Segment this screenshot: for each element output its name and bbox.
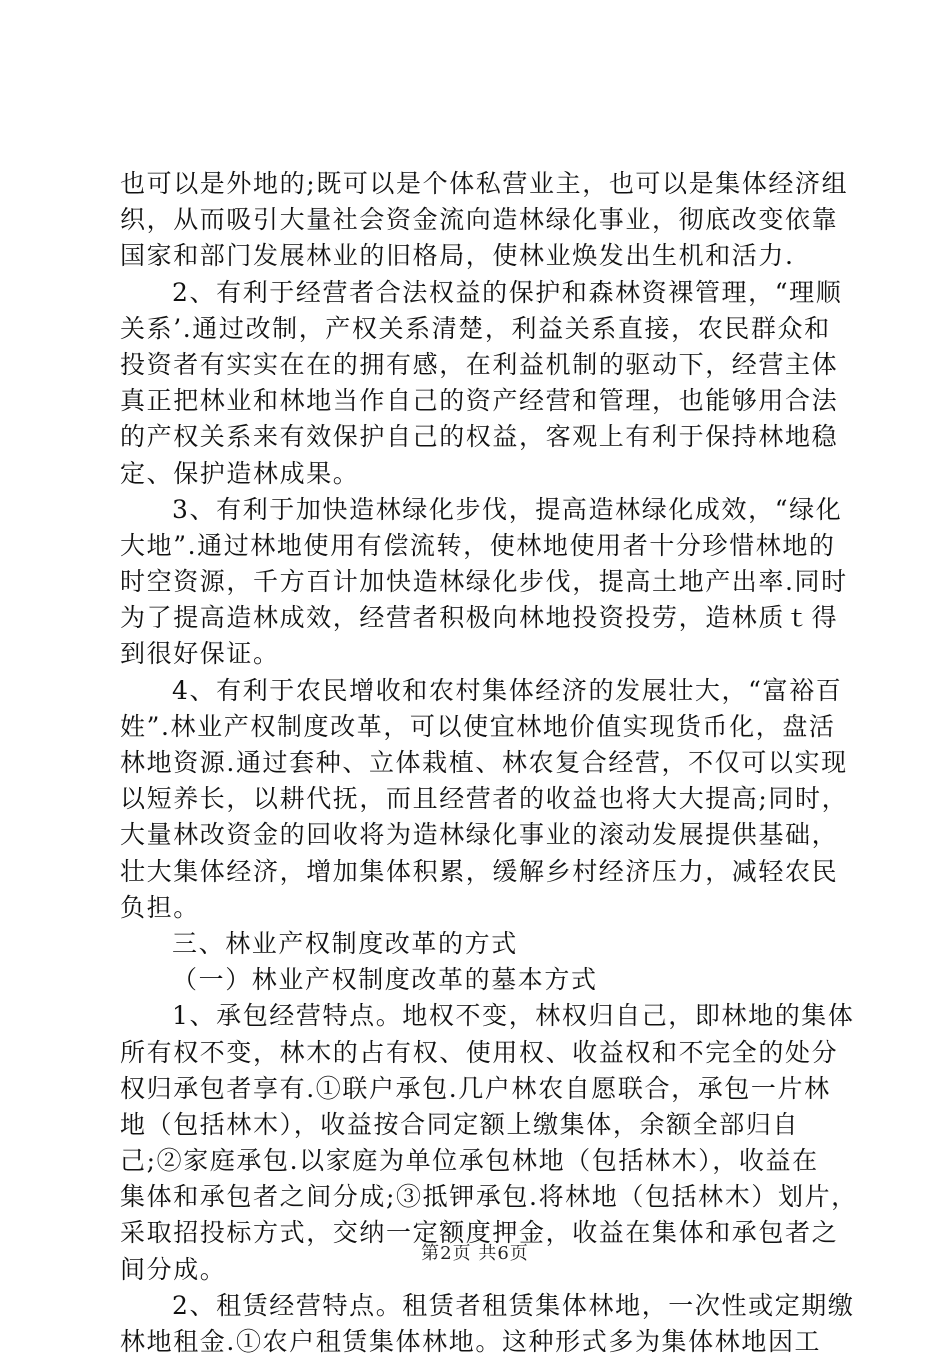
- text-line: 时空资源，千方百计加快造林绿化步伐，提高土地产出率.同时: [120, 567, 848, 597]
- text-line: 4、有利于农民增收和农村集体经济的发展壮大，“富裕百: [172, 675, 843, 705]
- text-line: 国家和部门发展林业的旧格局，使林业焕发出生机和活力.: [120, 241, 795, 271]
- text-line: 以短养长，以耕代抚，而且经营者的收益也将大大提高;同时，: [120, 784, 849, 814]
- text-line: 关系’.通过改制，产权关系清楚，利益关系直接，农民群众和: [120, 313, 831, 343]
- text-line: （一）林业产权制度改革的墓本方式: [172, 965, 598, 995]
- text-line: 到很好保证。: [120, 639, 280, 669]
- text-line: 三、林业产权制度改革的方式: [172, 928, 518, 958]
- text-line: 2、租赁经营特点。租赁者租赁集体林地，一次性或定期缴: [172, 1290, 855, 1320]
- text-line: 2、有利于经营者合法权益的保护和森林资裸管理，“理顺: [172, 277, 843, 307]
- text-line: 也可以是外地的;既可以是个体私营业主，也可以是集体经济组: [120, 169, 849, 198]
- text-line: 林地资源.通过套种、立体栽植、林农复合经营，不仅可以实现: [120, 748, 848, 777]
- text-line: 负担。: [120, 892, 200, 922]
- text-line: 林地租金.①农户租赁集体林地。这种形式多为集体林地因工: [120, 1327, 822, 1356]
- text-line: 真正把林业和林地当作自己的资产经营和管理，也能够用合法: [120, 386, 839, 416]
- text-line: 壮大集体经济，增加集体积累，缓解乡村经济压力，减轻农民: [120, 856, 839, 886]
- text-line: 间分成。: [120, 1254, 227, 1284]
- text-line: 所有权不变，林木的占有权、使用权、收益权和不完全的处分: [120, 1037, 839, 1067]
- text-line: 采取招投标方式，交纳一定额度押金，收益在集体和承包者之: [120, 1218, 839, 1248]
- document-body: [120, 166, 858, 1360]
- text-line: 的产权关系来有效保护自己的权益，客观上有利于保持林地稳: [120, 422, 839, 452]
- text-line: 投资者有实实在在的拥有感，在利益机制的驱动下，经营主体: [120, 349, 839, 379]
- text-line: 定、保护造林成果。: [120, 458, 360, 488]
- text-line: 己;②家庭承包.以家庭为单位承包林地（包括林木），收益在: [120, 1146, 819, 1176]
- text-line: 集体和承包者之间分成;③抵钾承包.将林地（包括林木）划片，: [120, 1182, 858, 1212]
- page-footer: 第2页 共6页: [421, 1243, 529, 1264]
- text-line: 权归承包者享有.①联户承包.几户林农自愿联合，承包一片林: [120, 1073, 831, 1103]
- text-line: 大量林改资金的回收将为造林绿化事业的滚动发展提供基础，: [120, 820, 839, 850]
- text-line: 1、承包经营特点。地权不变，林权归自己，即林地的集体: [172, 1001, 855, 1031]
- text-line: 地（包括林木），收益按合同定额上缴集体，余额全部归自: [120, 1109, 800, 1139]
- text-line: 为了提高造林成效，经营者积极向林地投资投劳，造林质ｔ得: [120, 603, 839, 633]
- text-line: 织，从而吸引大量社会资金流向造林绿化事业，彻底改变依靠: [120, 205, 839, 235]
- text-line: 3、有利于加快造林绿化步伐，提高造林绿化成效，“绿化: [172, 494, 843, 524]
- text-line: 姓”.林业产权制度改革，可以使宜林地价值实现货币化，盘活: [120, 711, 836, 741]
- text-line: 大地”.通过林地使用有偿流转，使林地使用者十分珍惜林地的: [120, 530, 836, 560]
